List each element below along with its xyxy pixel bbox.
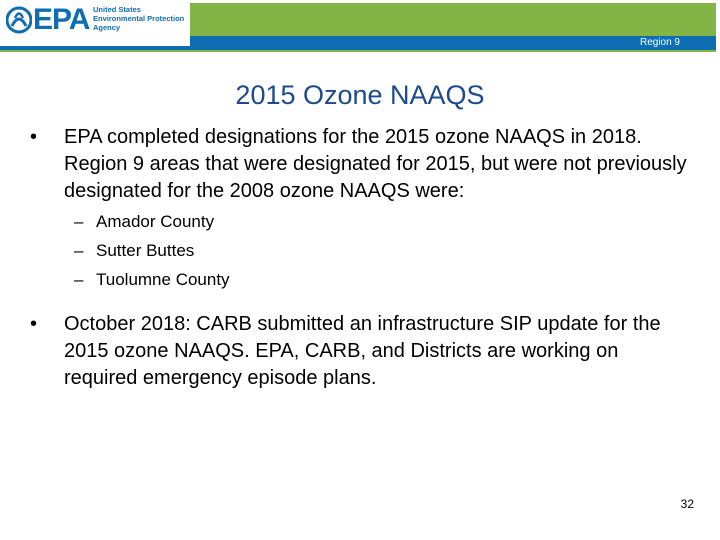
bullet-text: October 2018: CARB submitted an infrastructure SIP update for the 2015 ozone NAAQS. EPA, CARB, and Districts are working on required emergency episode plans.: [64, 313, 661, 389]
bullet-item: [30, 311, 690, 392]
sub-item-text: Tuolumne County: [96, 270, 230, 289]
sub-item-text: Sutter Buttes: [96, 241, 195, 260]
slide-title: 2015 Ozone NAAQS: [235, 80, 485, 110]
header-green-strip: [190, 3, 716, 33]
region-label: Region 9: [639, 37, 680, 48]
sub-item: [30, 211, 690, 233]
dash-glyph: –: [74, 270, 84, 289]
header-green-line: [0, 50, 716, 52]
dash-glyph: –: [74, 241, 84, 260]
bullet-glyph: •: [30, 313, 38, 335]
header-bar: [0, 0, 720, 52]
page-number: 32: [680, 497, 694, 511]
sub-item-text: Amador County: [96, 212, 215, 231]
sub-item: [30, 240, 690, 262]
sub-list: [30, 211, 690, 291]
agency-line: United States: [93, 5, 141, 14]
epa-logo: [0, 0, 190, 46]
agency-name: [93, 5, 184, 32]
epa-wordmark: EPA: [33, 3, 90, 36]
agency-line: Agency: [93, 23, 121, 32]
epa-flower-icon: [6, 6, 32, 34]
bullet-item: [30, 124, 690, 205]
bullet-text: EPA completed designations for the 2015 ozone NAAQS in 2018. Region 9 areas that were designated for 2015, but were not previously designated for the 2008 ozone NAAQS were:: [64, 126, 687, 202]
agency-line: Environmental Protection: [93, 14, 185, 23]
dash-glyph: –: [74, 212, 84, 231]
bullet-glyph: •: [30, 126, 38, 148]
sub-item: [30, 269, 690, 291]
slide-content: [30, 124, 690, 398]
